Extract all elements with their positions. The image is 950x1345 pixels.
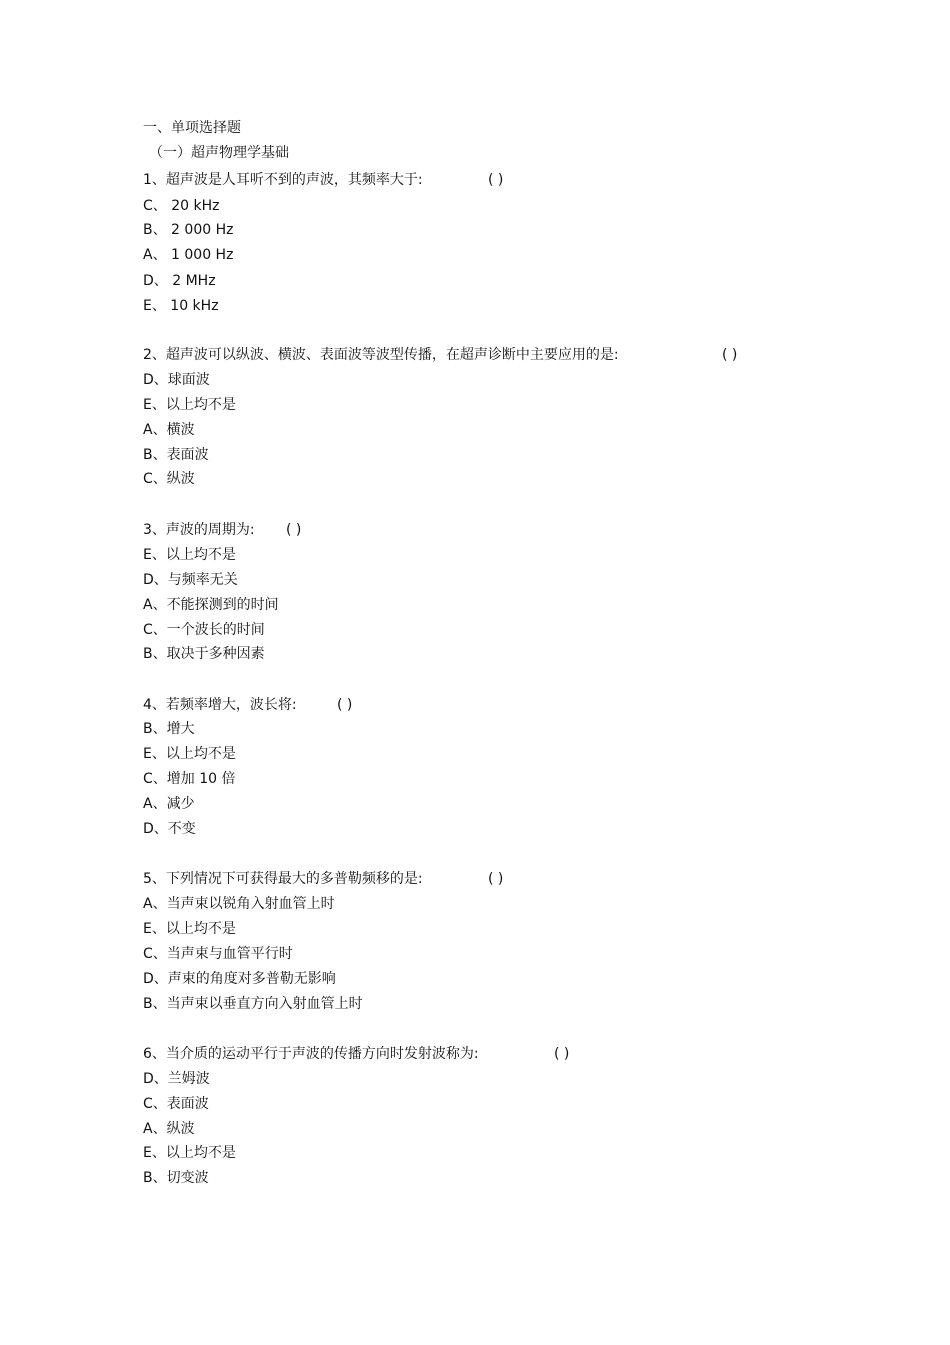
question-3-answer-blank: ( ) [286,522,302,538]
question-3-text: 3、声波的周期为: [143,522,255,538]
question-5-option: D、声束的角度对多普勒无影响 [143,971,336,987]
section-title: 一、单项选择题 [143,120,241,136]
question-4-option: B、增大 [143,721,195,737]
question-5-option: A、当声束以锐角入射血管上时 [143,896,335,912]
question-6-option: D、兰姆波 [143,1071,210,1087]
question-2-option: D、球面波 [143,372,210,388]
question-2-option: A、横波 [143,422,195,438]
question-5-option: C、当声束与血管平行时 [143,946,293,962]
question-3-option: A、不能探测到的时间 [143,597,279,613]
question-6-option: E、以上均不是 [143,1145,236,1161]
question-3-option: E、以上均不是 [143,547,236,563]
question-4-text: 4、若频率增大，波长将: [143,697,297,713]
question-2-option: B、表面波 [143,447,209,463]
question-5-text: 5、下列情况下可获得最大的多普勒频移的是: [143,871,423,887]
question-5-answer-blank: ( ) [488,871,504,887]
question-4-option: C、增加 10 倍 [143,771,236,787]
question-1-option: E、 10 kHz [143,298,219,314]
question-5-option: E、以上均不是 [143,921,236,937]
question-3-option: D、与频率无关 [143,572,238,588]
question-5-option: B、当声束以垂直方向入射血管上时 [143,996,363,1012]
question-6-option: C、表面波 [143,1096,209,1112]
question-4-option: E、以上均不是 [143,746,236,762]
question-1-option: B、 2 000 Hz [143,222,234,238]
question-6-option: B、切变波 [143,1170,209,1186]
question-2-option: E、以上均不是 [143,397,236,413]
question-6-option: A、纵波 [143,1121,195,1137]
question-4-answer-blank: ( ) [337,697,353,713]
question-2-text: 2、超声波可以纵波、横波、表面波等波型传播，在超声诊断中主要应用的是: [143,347,619,363]
question-4-option: A、减少 [143,796,195,812]
question-1-answer-blank: ( ) [488,172,504,188]
question-2-option: C、纵波 [143,471,195,487]
question-3-option: B、取决于多种因素 [143,646,265,662]
question-4-option: D、不变 [143,821,196,837]
question-6-answer-blank: ( ) [554,1046,570,1062]
subsection-title: （一）超声物理学基础 [149,145,289,161]
question-3-option: C、一个波长的时间 [143,622,265,638]
question-1-option: C、 20 kHz [143,198,220,214]
question-6-text: 6、当介质的运动平行于声波的传播方向时发射波称为: [143,1046,479,1062]
question-1-text: 1、超声波是人耳听不到的声波，其频率大于: [143,172,423,188]
question-1-option: D、 2 MHz [143,273,216,289]
question-2-answer-blank: ( ) [722,347,738,363]
question-1-option: A、 1 000 Hz [143,247,234,263]
